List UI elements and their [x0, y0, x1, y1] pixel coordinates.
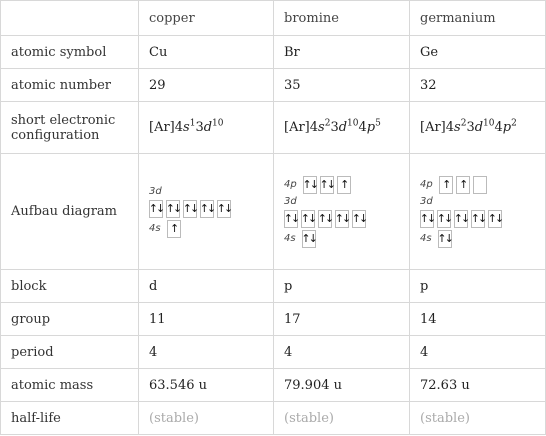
config-electrons: 10 [347, 118, 359, 129]
config-subshell: p [366, 120, 376, 135]
cell: 29 [139, 69, 274, 102]
config-electrons: 10 [212, 118, 224, 129]
cell: 72.63 u [410, 369, 546, 402]
orbital-box: ↑↓ [217, 200, 231, 218]
cell: 4 [139, 336, 274, 369]
orbital-boxes [303, 176, 351, 194]
row-label: atomic mass [1, 369, 139, 402]
row-label [1, 102, 139, 154]
orbital-box: ↑↓ [303, 176, 317, 194]
config-shell: 3 [195, 120, 204, 135]
config-electrons: 1 [189, 118, 196, 129]
table-row [1, 102, 546, 154]
electron-config [410, 102, 546, 154]
electron-config [274, 102, 410, 154]
subshell-row [284, 176, 409, 194]
cell: p [274, 270, 410, 303]
orbital-box: ↑↓ [166, 200, 180, 218]
orbital-box: ↑↓ [149, 200, 163, 218]
orbital-box: ↑ [456, 176, 470, 194]
subshell-label: 3d [149, 185, 162, 197]
column-header: bromine [274, 1, 410, 36]
corner-cell [1, 1, 139, 36]
config-subshell: s [318, 120, 325, 135]
subshell-label: 4p [284, 178, 297, 190]
config-subshell: s [454, 120, 461, 135]
column-header: copper [139, 1, 274, 36]
orbital-box: ↑↓ [420, 210, 434, 228]
subshell-row [284, 230, 409, 248]
subshell-label: 4s [420, 232, 432, 244]
table-row [1, 369, 546, 402]
subshell-row [284, 196, 409, 228]
orbital-box: ↑↓ [200, 200, 214, 218]
config-shell: 4 [174, 120, 184, 135]
config-electrons: 2 [460, 118, 467, 129]
orbital-box: ↑ [337, 176, 351, 194]
config-shell: 4 [309, 120, 319, 135]
cell: Ge [410, 36, 546, 69]
config-shell: 4 [358, 120, 367, 135]
config-shell: 3 [330, 120, 339, 135]
cell: 4 [410, 336, 546, 369]
cell: (stable) [410, 402, 546, 435]
config-electrons: 2 [324, 118, 331, 129]
table-row [1, 36, 546, 69]
orbital-boxes [167, 220, 181, 238]
electron-config [139, 102, 274, 154]
orbital-box: ↑↓ [183, 200, 197, 218]
orbital-boxes [439, 176, 487, 194]
orbital-box: ↑↓ [488, 210, 502, 228]
cell: 11 [139, 303, 274, 336]
cell: (stable) [139, 402, 274, 435]
cell: (stable) [274, 402, 410, 435]
orbital-box: ↑↓ [301, 210, 315, 228]
orbital-box [473, 176, 487, 194]
config-core: [Ar] [420, 120, 446, 135]
orbital-boxes [438, 230, 452, 248]
orbital-box: ↑↓ [320, 176, 334, 194]
table-row [1, 270, 546, 303]
config-subshell: d [474, 120, 484, 135]
header-row [1, 1, 546, 36]
config-shell: 4 [445, 120, 455, 135]
config-electrons: 2 [511, 118, 517, 129]
cell: 79.904 u [274, 369, 410, 402]
config-core: [Ar] [284, 120, 310, 135]
cell: Cu [139, 36, 274, 69]
cell: 32 [410, 69, 546, 102]
config-shell: 4 [494, 120, 503, 135]
cell: d [139, 270, 274, 303]
cell: 63.546 u [139, 369, 274, 402]
subshell-label: 4p [420, 178, 433, 190]
subshell-row [420, 230, 545, 248]
orbital-box: ↑↓ [302, 230, 316, 248]
config-subshell: p [502, 120, 512, 135]
orbital-box: ↑↓ [437, 210, 451, 228]
cell: 14 [410, 303, 546, 336]
orbital-box: ↑↓ [335, 210, 349, 228]
orbital-boxes [149, 200, 231, 218]
orbital-box: ↑ [439, 176, 453, 194]
cell: 17 [274, 303, 410, 336]
config-subshell: d [203, 120, 213, 135]
config-core: [Ar] [149, 120, 175, 135]
config-subshell: d [338, 120, 348, 135]
row-label-line: short electronic [11, 112, 116, 128]
cell: 35 [274, 69, 410, 102]
subshell-row [149, 220, 273, 238]
row-label: atomic symbol [1, 36, 139, 69]
subshell-label: 3d [420, 195, 433, 207]
cell: 4 [274, 336, 410, 369]
orbital-box: ↑ [167, 220, 181, 238]
row-label: period [1, 336, 139, 369]
orbital-box: ↑↓ [284, 210, 298, 228]
table-row [1, 336, 546, 369]
table-row [1, 154, 546, 270]
cell: Br [274, 36, 410, 69]
subshell-label: 4s [284, 232, 296, 244]
subshell-row [420, 176, 545, 194]
orbital-box: ↑↓ [318, 210, 332, 228]
row-label: atomic number [1, 69, 139, 102]
row-label: Aufbau diagram [1, 154, 139, 270]
aufbau-diagram [410, 154, 546, 270]
orbital-boxes [284, 210, 366, 228]
config-electrons: 10 [483, 118, 495, 129]
orbital-box: ↑↓ [438, 230, 452, 248]
orbital-boxes [420, 210, 502, 228]
row-label: half-life [1, 402, 139, 435]
cell: p [410, 270, 546, 303]
orbital-box: ↑↓ [352, 210, 366, 228]
aufbau-diagram [274, 154, 410, 270]
table-row [1, 69, 546, 102]
row-label-line: configuration [11, 127, 100, 143]
orbital-box: ↑↓ [471, 210, 485, 228]
orbital-box: ↑↓ [454, 210, 468, 228]
subshell-row [420, 196, 545, 228]
subshell-row [149, 186, 273, 218]
subshell-label: 4s [149, 222, 161, 234]
row-label: block [1, 270, 139, 303]
subshell-label: 3d [284, 195, 297, 207]
table-row [1, 303, 546, 336]
row-label: group [1, 303, 139, 336]
config-electrons: 5 [375, 118, 381, 129]
config-shell: 3 [466, 120, 475, 135]
config-subshell: s [183, 120, 190, 135]
table-row [1, 402, 546, 435]
orbital-boxes [302, 230, 316, 248]
aufbau-diagram [139, 154, 274, 270]
column-header: germanium [410, 1, 546, 36]
